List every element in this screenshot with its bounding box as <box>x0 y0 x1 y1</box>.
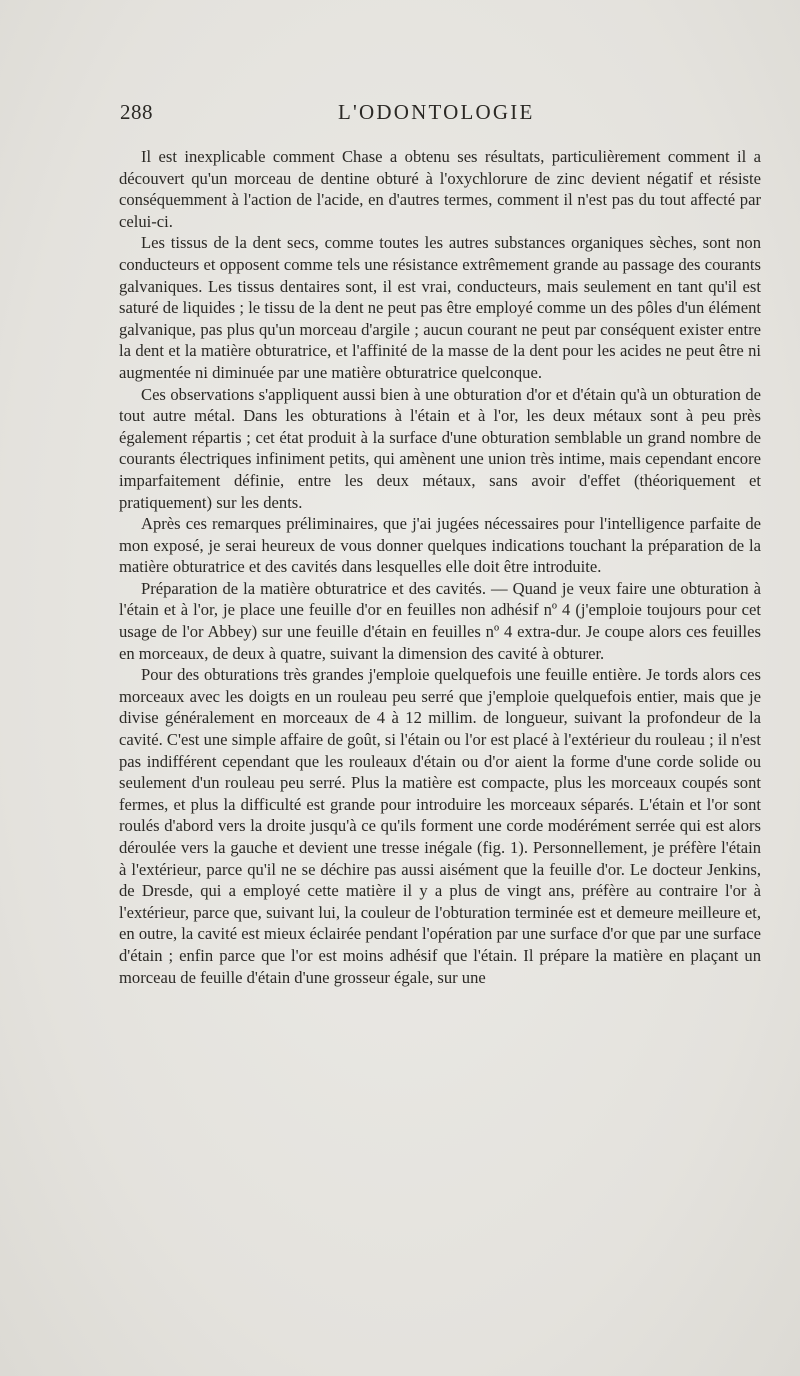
paragraph-gold-tin-observations: Ces observations s'appliquent aussi bien à une obturation d'or et d'étain qu'à un obturation de tout autre métal. Dans les obturations à l'étain et à l'or, les deux métaux sont à peu près également répartis ; cet état produit à la surface d'une obturation semblable un grand nombre de courants électriques infiniment petits, qui amènent une union très intime, mais cependant encore imparfaitement définie, entre les deux métaux, sans avoir d'effet (théoriquement et pratiquement) sur les dents. <box>119 384 761 512</box>
paragraph-preparation: Préparation de la matière obturatrice et des cavités. — Quand je veux faire une obturation à l'étain et à l'or, je place une feuille d'or en feuilles non adhésif nº 4 (j'emploie toujours pour cet usage de l'or Abbey) sur une feuille d'étain en feuilles nº 4 extra-dur. Je coupe alors ces feuilles en morceaux, de deux à quatre, suivant la dimension des cavité à obturer. <box>119 578 761 663</box>
paragraph-chase-results: Il est inexplicable comment Chase a obtenu ses résultats, particulièrement comment il a découvert qu'un morceau de dentine obturé à l'oxychlorure de zinc devient négatif et résiste conséquemment à l'action de l'acide, en d'autres termes, comment il n'est pas du tout affecté par celui-ci. <box>119 147 761 231</box>
page-header <box>120 100 760 132</box>
paragraph-large-obturations: Pour des obturations très grandes j'emploie quelquefois une feuille entière. Je tords alors ces morceaux avec les doigts en un rouleau peu serré que j'emploie quelquefois entier, mais que je divise généralement en morceaux de 4 à 12 millim. de longueur, suivant la profondeur de la cavité. C'est une simple affaire de goût, si l'étain ou l'or est placé à l'extérieur du rouleau ; il n'est pas indifférent cependant que les rouleaux d'étain ou d'or aient la forme d'une corde solide ou seulement d'un rouleau peu serré. Plus la matière est compacte, plus les morceaux coupés sont fermes, et plus la difficulté est grande pour introduire les morceaux séparés. L'étain et l'or sont roulés d'abord vers la droite jusqu'à ce qu'ils forment une corde modérément serrée qui est alors déroulée vers la gauche et devient une tresse inégale (fig. 1). Personnellement, je préfère l'étain à l'extérieur, parce qu'il ne se déchire pas aussi aisément que la feuille d'or. Le docteur Jenkins, de Dresde, qui a employé cette matière il y a plus de vingt ans, préfère au contraire l'or à l'extérieur, parce que, suivant lui, la couleur de l'obturation terminée est et demeure meilleure et, en outre, la cavité est mieux éclairée pendant l'opération par une surface d'or que par une surface d'étain ; enfin parce que l'or est moins adhésif que l'étain. Il prépare la matière en plaçant un morceau de feuille d'étain d'une grosseur égale, sur une <box>119 665 761 987</box>
running-title: L'ODONTOLOGIE <box>338 100 535 124</box>
page-number: 288 <box>120 100 153 124</box>
body-text <box>119 146 761 988</box>
paragraph-preliminary-remarks: Après ces remarques préliminaires, que j'ai jugées nécessaires pour l'intelligence parfaite de mon exposé, je serai heureux de vous donner quelques indications touchant la préparation de la matière obturatrice et des cavités dans lesquelles elle doit être introduite. <box>119 514 761 577</box>
paragraph-dry-tissues: Les tissus de la dent secs, comme toutes les autres substances organiques sèches, sont non conducteurs et opposent comme tels une résistance extrêmement grande au passage des courants galvaniques. Les tissus dentaires sont, il est vrai, conducteurs, mais seulement en tant qu'il est saturé de liquides ; le tissu de la dent ne peut pas être employé comme un des pôles d'un élément galvanique, pas plus qu'un morceau d'argile ; aucun courant ne peut par conséquent exister entre la dent et la matière obturatrice, et l'affinité de la masse de la dent pour les acides ne peut être ni augmentée ni diminuée par une matière obturatrice quelconque. <box>119 233 761 382</box>
